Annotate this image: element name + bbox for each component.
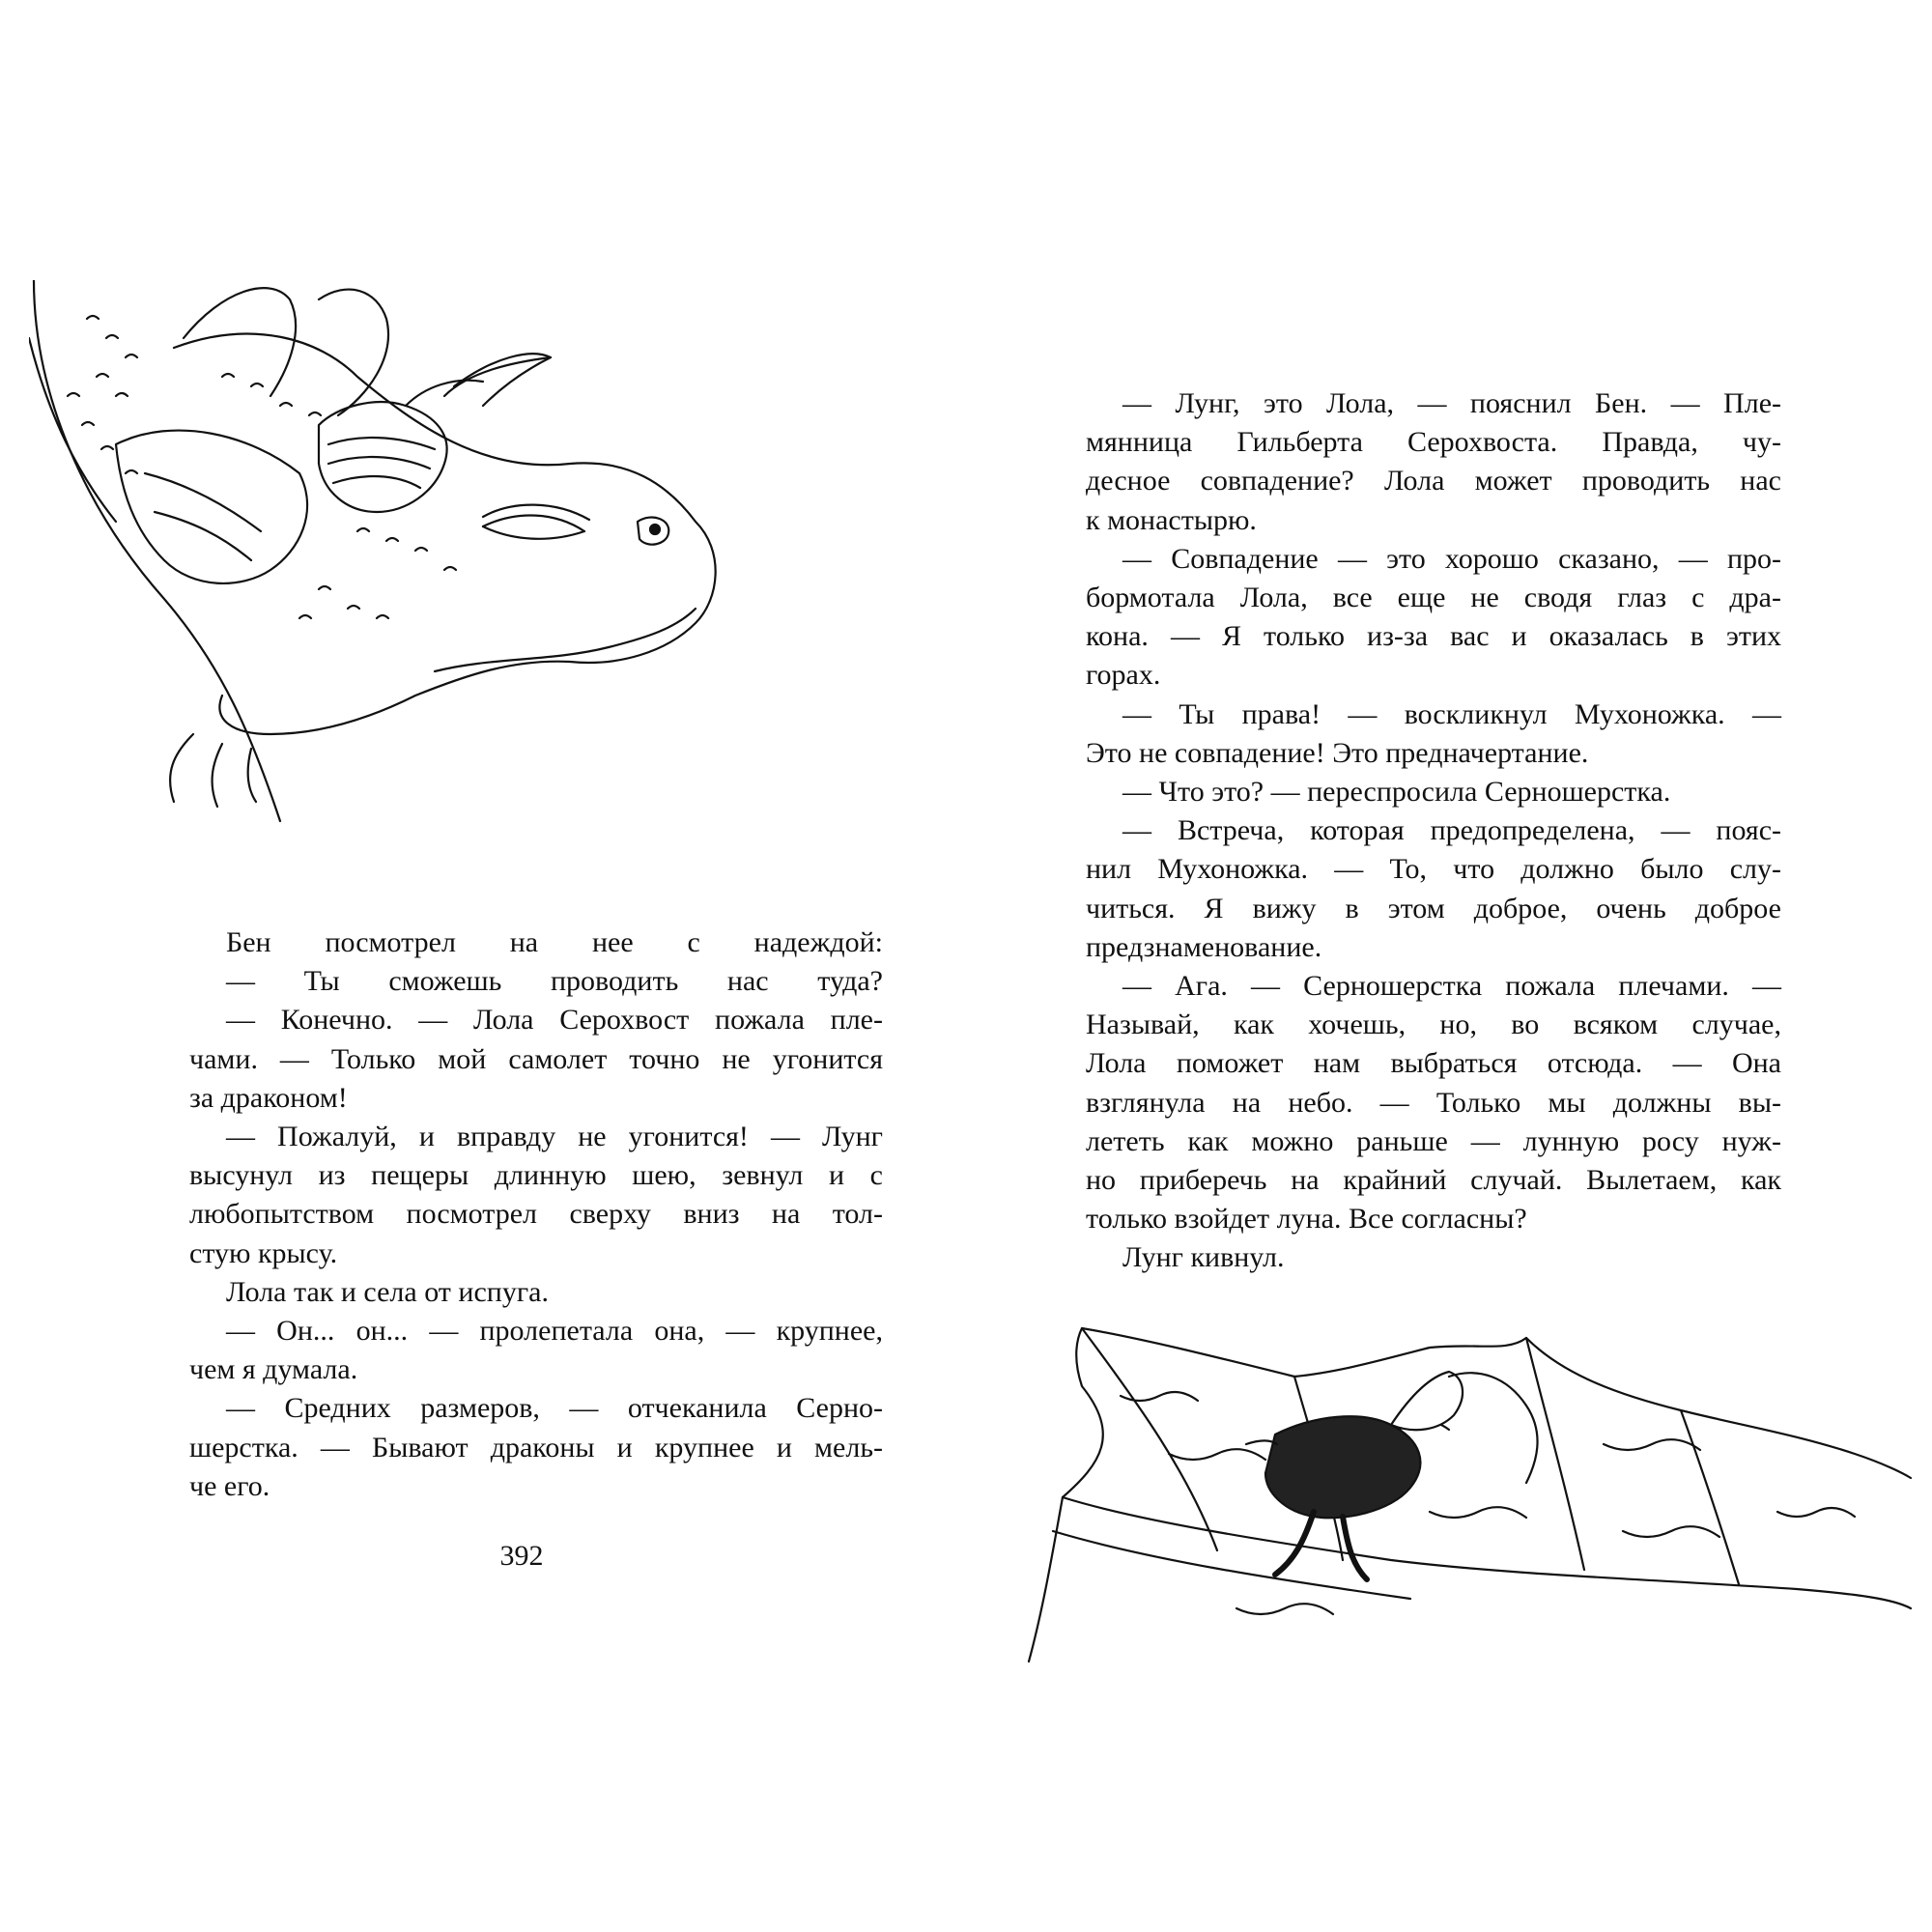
text-line: Лунг кивнул.: [1122, 1241, 1285, 1274]
rat-on-dragon-wing-illustration-icon: [1024, 1319, 1913, 1666]
text-line: че его.: [189, 1469, 270, 1502]
text-line: — Встреча, которая предопределена, — пояс-: [1122, 814, 1781, 847]
right-page: [966, 0, 1932, 1932]
text-line: нил Мухоножка. — То, что должно было слу-: [1086, 853, 1781, 886]
dragon-head-with-rat-illustration-icon: [29, 280, 724, 840]
text-line: Это не совпадение! Это предначертание.: [1086, 736, 1589, 769]
text-line: лететь как можно раньше — лунную росу нуж-: [1086, 1124, 1781, 1157]
text-line: взглянула на небо. — Только мы должны вы-: [1086, 1086, 1781, 1119]
text-line: бормотала Лола, все еще не сводя глаз с дра-: [1086, 582, 1781, 614]
text-line: предзнаменование.: [1086, 930, 1322, 963]
left-page-text: [189, 923, 883, 1506]
text-line: — Средних размеров, — отчеканила Серно-: [226, 1392, 883, 1425]
text-line: чем я думала.: [189, 1353, 358, 1386]
text-line: но приберечь на крайний случай. Вылетаем, как: [1086, 1164, 1781, 1197]
text-line: любопытством посмотрел сверху вниз на тол-: [189, 1198, 883, 1231]
text-line: чами. — Только мой самолет точно не угонится: [189, 1042, 883, 1075]
text-line: — Совпадение — это хорошо сказано, — про-: [1122, 542, 1781, 575]
text-line: шерстка. — Бывают драконы и крупнее и мель-: [189, 1431, 883, 1463]
text-line: — Он... он... — пролепетала она, — крупнее,: [226, 1315, 883, 1348]
text-line: кона. — Я только из-за вас и оказалась в этих: [1086, 620, 1781, 653]
text-line: — Ага. — Серношерстка пожала плечами. —: [1122, 970, 1781, 1003]
text-line: — Ты права! — воскликнул Мухоножка. —: [1122, 697, 1781, 730]
text-line: читься. Я вижу в этом доброе, очень доброе: [1086, 892, 1781, 924]
text-line: — Ты сможешь проводить нас туда?: [226, 965, 883, 998]
text-line: стую крысу.: [189, 1236, 338, 1269]
text-line: мянница Гильберта Серохвоста. Правда, чу-: [1086, 426, 1781, 459]
text-line: к монастырю.: [1086, 503, 1257, 536]
text-line: Лола поможет нам выбраться отсюда. — Она: [1086, 1047, 1781, 1080]
text-line: высунул из пещеры длинную шею, зевнул и с: [189, 1159, 883, 1192]
text-line: — Пожалуй, и вправду не угонится! — Лунг: [226, 1121, 883, 1153]
text-line: только взойдет луна. Все согласны?: [1086, 1203, 1527, 1236]
text-line: — Что это? — переспросила Серношерстка.: [1122, 776, 1671, 809]
page-number: 392: [499, 1540, 544, 1572]
right-page-text: [1086, 384, 1781, 1278]
text-line: десное совпадение? Лола может проводить нас: [1086, 465, 1781, 497]
text-line: — Лунг, это Лола, — пояснил Бен. — Пле-: [1122, 387, 1781, 419]
text-line: горах.: [1086, 659, 1161, 692]
text-line: Называй, как хочешь, но, во всяком случае,: [1086, 1009, 1781, 1041]
text-line: за драконом!: [189, 1081, 348, 1114]
text-line: Бен посмотрел на нее с надеждой:: [226, 926, 883, 958]
text-line: Лола так и села от испуга.: [226, 1275, 549, 1308]
text-line: — Конечно. — Лола Серохвост пожала пле-: [226, 1004, 883, 1037]
